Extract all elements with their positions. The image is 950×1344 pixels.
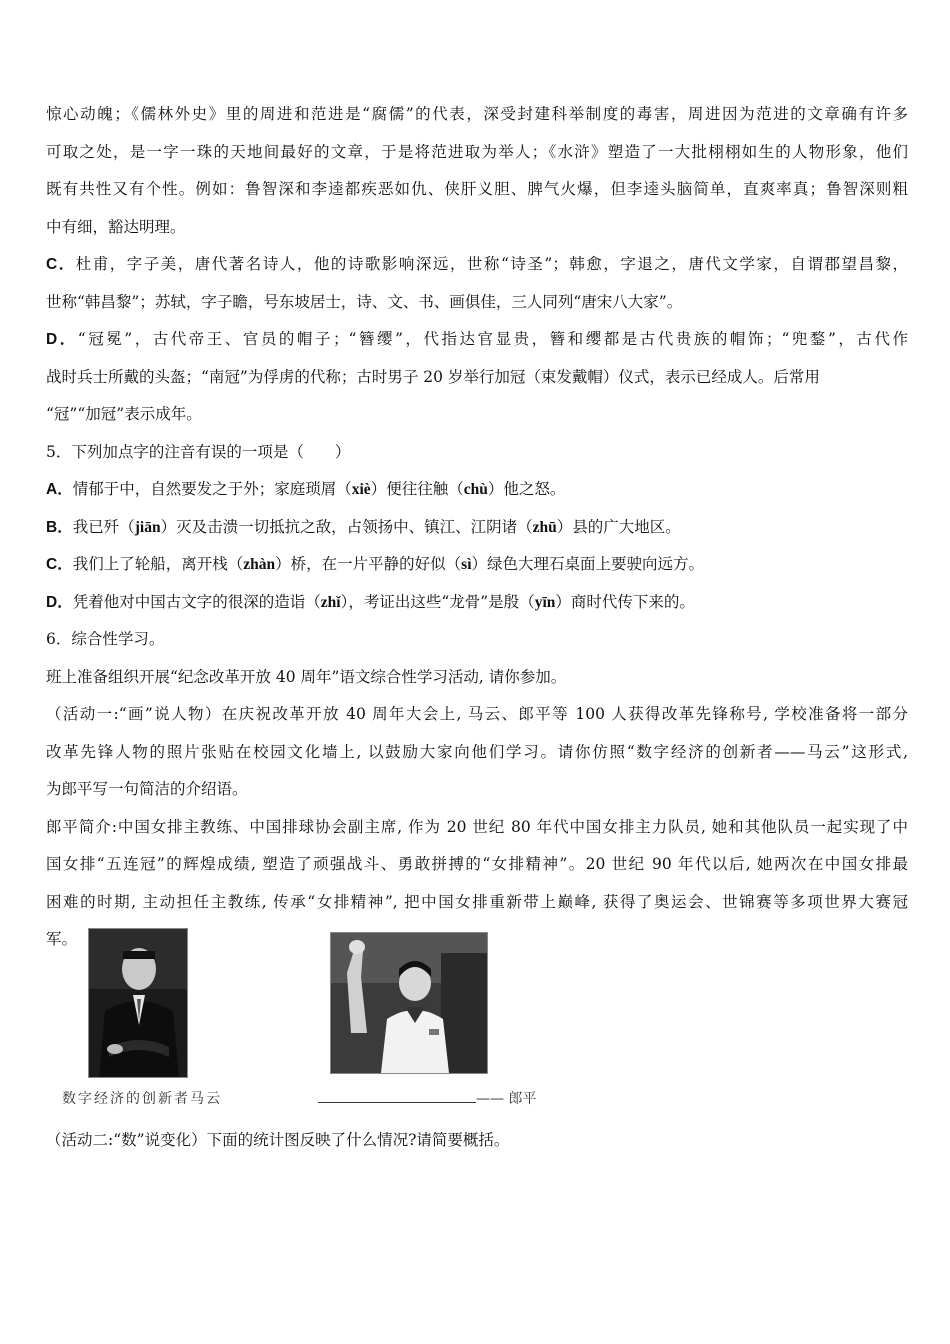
question-5: [46, 434, 908, 622]
option-text: ）灭及击溃一切抵抗之敌，占领扬中、镇江、江阴: [160, 517, 502, 536]
option-text: ）绿色大理石桌面上要驶向远方。: [471, 555, 705, 573]
pinyin: sì: [461, 556, 472, 573]
option-label: C．: [46, 256, 76, 273]
photo-lang-ping: [330, 932, 488, 1074]
bio-line: 国女排“五连冠”的辉煌成绩, 塑造了顽强战斗、勇敢拼搏的“女排精神”。20 世纪 90 年代以后, 她两次在中国女排最: [46, 855, 908, 873]
answer-blank[interactable]: [318, 1090, 476, 1103]
document-body: [46, 96, 908, 959]
option-label: A．: [46, 481, 73, 498]
dotted-char: 歼: [103, 517, 120, 536]
q6-intro: 班上准备组织开展“纪念改革开放 40 周年”语文综合性学习活动, 请你参加。: [46, 667, 567, 686]
option-label: D．: [46, 593, 73, 611]
text-line: 可取之处，是一字一珠的天地间最好的文章，于是将范进取为举人；《水浒》塑造了一大批栩栩如生的人物形象，他们: [46, 142, 908, 161]
option-text: （: [517, 517, 533, 536]
portrait-image: [89, 929, 187, 1077]
bio-line: 郎平简介:中国女排主教练、中国排球协会副主席, 作为 20 世纪 80 年代中国女排主力队员, 她和其他队员一起实现了中: [46, 817, 908, 836]
option-text: 我已: [72, 517, 104, 536]
text-line: [46, 246, 908, 284]
option-text: （: [336, 480, 352, 498]
text-line: [46, 321, 908, 359]
option-text: （: [305, 592, 321, 611]
text-line: 中有细，豁达明理。: [46, 217, 186, 236]
option-text: （: [227, 555, 244, 573]
pinyin: jiān: [134, 518, 161, 536]
option-text: ）他之怒。: [487, 480, 566, 498]
option-text: （: [519, 592, 535, 611]
dotted-char: 似: [430, 555, 446, 573]
text-line: “冠”“加冠”表示成年。: [46, 405, 202, 423]
caption-suffix: —— 郎平: [476, 1091, 537, 1107]
option-text: ）便往往: [370, 480, 433, 498]
option-text: 情郁于中，自然要发之于外；家庭琐: [72, 480, 321, 498]
activity2-block: [46, 1122, 908, 1160]
paragraph-top: [46, 96, 908, 246]
pinyin: zhǐ: [320, 593, 341, 611]
option-text: “冠冕”，古代帝王、官员的帽子；“簪缨”，代指达官显贵，簪和缨都是古代贵族的帽饰；“兜鍪”，古代作: [77, 330, 908, 348]
activity1-line: （活动一:“画”说人物）在庆祝改革开放 40 周年大会上, 马云、郎平等 100 人获得改革先锋称号, 学校准备将一部分: [46, 705, 908, 723]
dotted-char: 诸: [501, 517, 518, 536]
caption-ma-yun: 数字经济的创新者马云: [62, 1091, 222, 1107]
q5-option-d: [46, 584, 908, 622]
option-c: [46, 246, 908, 321]
option-text: （: [448, 480, 464, 498]
pinyin: yīn: [534, 593, 556, 611]
option-text: 杜甫，字子美，唐代著名诗人，他的诗歌影响深远，世称“诗圣”；韩愈，字退之，唐代文学家，自谓郡望昌黎，: [75, 255, 908, 273]
option-text: ）县的广大地区。: [556, 517, 681, 536]
text-line: 惊心动魄；《儒林外史》里的周进和范进是“腐儒”的代表，深受封建科举制度的毒害，周进因为范进的文章确有许多: [46, 105, 908, 123]
q5-option-a: [46, 471, 908, 509]
dotted-char: 诣: [289, 592, 306, 611]
pinyin: zhàn: [243, 556, 276, 573]
option-label: C．: [46, 556, 73, 573]
option-text: 我们上了轮船，离开: [72, 555, 213, 573]
bio-line: 军。: [46, 930, 78, 948]
pinyin: chù: [463, 481, 488, 498]
photo-row: [46, 928, 908, 1118]
option-text: ），考证出这些“龙骨”是: [340, 592, 504, 611]
pinyin: xiè: [351, 481, 371, 498]
portrait-image: [331, 933, 487, 1073]
activity2-text: （活动二:“数”说变化）下面的统计图反映了什么情况?请简要概括。: [46, 1131, 510, 1149]
dotted-char: 触: [432, 480, 449, 498]
dotted-char: 屑: [320, 480, 337, 498]
activity1-line: 改革先锋人物的照片张贴在校园文化墙上, 以鼓励大家向他们学习。请你仿照“数字经济的创新者——马云”这形式,: [46, 742, 908, 761]
question-6: [46, 621, 908, 959]
text-line: 世称“韩昌黎”；苏轼，字子瞻，号东坡居士，诗、文、书、画俱佳，三人同列“唐宋八大家”。: [46, 292, 683, 311]
caption-lang-ping: [318, 1088, 536, 1108]
option-text: （: [445, 555, 462, 573]
q5-option-b: [46, 509, 908, 547]
text-line: 既有共性又有个性。例如：鲁智深和李逵都疾恶如仇、侠肝义胆、脾气火爆，但李逵头脑简单，直爽率真；鲁智深则粗: [46, 180, 908, 198]
text-line: 战时兵士所戴的头盔；“南冠”为俘虏的代称；古时男子 20 岁举行加冠（束发戴帽）仪式，表示已经成人。后常用: [46, 367, 820, 386]
option-text: ）商时代传下来的。: [555, 592, 695, 611]
question-stem: 5．下列加点字的注音有误的一项是（ ）: [46, 442, 351, 461]
option-label: B．: [46, 518, 73, 536]
q5-option-c: [46, 546, 908, 584]
bio-line: 困难的时期, 主动担任主教练, 传承“女排精神”, 把中国女排重新带上巅峰, 获得了奥运会、世锦赛等多项世界大赛冠: [46, 892, 908, 911]
option-text: 凭着他对中国古文字的很深的造: [72, 592, 290, 611]
option-label: D．: [46, 331, 78, 348]
dotted-char: 殷: [503, 592, 520, 611]
dotted-char: 栈: [212, 555, 228, 573]
pinyin: zhū: [532, 518, 557, 536]
option-d: [46, 321, 908, 434]
photo-ma-yun: [88, 928, 188, 1078]
question-stem: 6．综合性学习。: [46, 630, 165, 648]
activity1-line: 为郎平写一句简洁的介绍语。: [46, 780, 248, 798]
option-text: ）桥，在一片平静的好: [275, 555, 431, 573]
option-text: （: [119, 517, 135, 536]
